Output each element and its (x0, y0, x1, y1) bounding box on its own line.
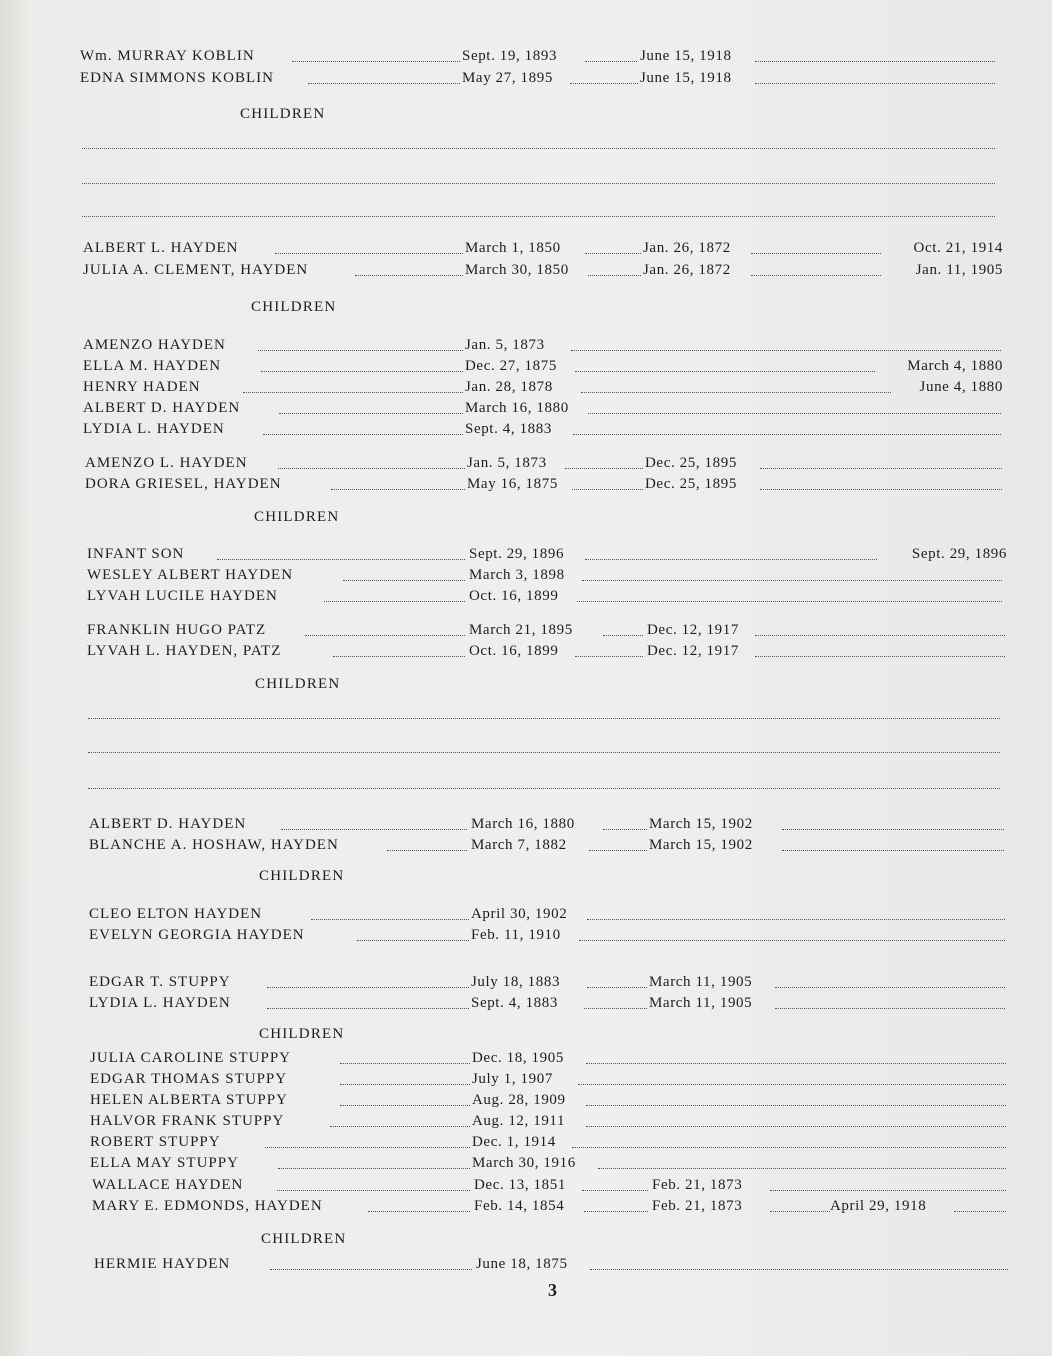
person-name: AMENZO L. HAYDEN (85, 455, 248, 471)
marriage-date: Feb. 21, 1873 (652, 1177, 743, 1193)
birth-date: March 7, 1882 (471, 837, 567, 853)
person-name: EDNA SIMMONS KOBLIN (80, 70, 275, 86)
birth-date: May 16, 1875 (467, 476, 558, 492)
children-heading: CHILDREN (254, 509, 340, 525)
record-row (83, 376, 1008, 398)
birth-date: July 18, 1883 (471, 974, 561, 990)
record-row (94, 1253, 1019, 1275)
birth-date: Aug. 28, 1909 (472, 1092, 566, 1108)
blank-entry-line (82, 183, 995, 184)
person-name: DORA GRIESEL, HAYDEN (85, 476, 282, 492)
person-name: ALBERT L. HAYDEN (83, 240, 239, 256)
marriage-date: Feb. 21, 1873 (652, 1198, 743, 1214)
birth-date: Oct. 16, 1899 (469, 588, 559, 604)
person-name: ROBERT STUPPY (90, 1134, 221, 1150)
record-row (80, 45, 1005, 67)
person-name: LYDIA L. HAYDEN (89, 995, 231, 1011)
person-name: HERMIE HAYDEN (94, 1256, 231, 1272)
birth-date: Sept. 4, 1883 (465, 421, 552, 437)
person-name: LYVAH LUCILE HAYDEN (87, 588, 278, 604)
birth-date: July 1, 1907 (472, 1071, 553, 1087)
birth-date: March 30, 1916 (472, 1155, 576, 1171)
person-name: HELEN ALBERTA STUPPY (90, 1092, 288, 1108)
record-row (80, 67, 1005, 89)
record-row (90, 1047, 1015, 1069)
person-name: EVELYN GEORGIA HAYDEN (89, 927, 305, 943)
record-row (83, 355, 1008, 377)
birth-date: Sept. 4, 1883 (471, 995, 558, 1011)
death-date: June 4, 1880 (919, 379, 1003, 395)
person-name: ELLA MAY STUPPY (90, 1155, 239, 1171)
record-row (89, 992, 1014, 1014)
person-name: LYVAH L. HAYDEN, PATZ (87, 643, 282, 659)
blank-entry-line (82, 216, 995, 217)
person-name: WALLACE HAYDEN (92, 1177, 244, 1193)
birth-date: Feb. 14, 1854 (474, 1198, 565, 1214)
birth-date: Sept. 29, 1896 (469, 546, 565, 562)
birth-date: March 3, 1898 (469, 567, 565, 583)
marriage-date: March 11, 1905 (649, 995, 753, 1011)
person-name: EDGAR T. STUPPY (89, 974, 231, 990)
marriage-date: Dec. 25, 1895 (645, 455, 737, 471)
birth-date: Dec. 13, 1851 (474, 1177, 566, 1193)
birth-date: March 16, 1880 (471, 816, 575, 832)
marriage-date: March 11, 1905 (649, 974, 753, 990)
record-row (89, 924, 1014, 946)
children-heading: CHILDREN (259, 1026, 345, 1042)
record-row (89, 834, 1014, 856)
record-row (90, 1131, 1015, 1153)
birth-date: March 30, 1850 (465, 262, 569, 278)
birth-date: Jan. 5, 1873 (467, 455, 547, 471)
record-row (85, 452, 1010, 474)
birth-date: May 27, 1895 (462, 70, 553, 86)
record-row (89, 813, 1014, 835)
record-row (87, 640, 1012, 662)
children-heading: CHILDREN (255, 676, 341, 692)
blank-entry-line (82, 148, 995, 149)
death-date: March 4, 1880 (907, 358, 1003, 374)
birth-date: Jan. 5, 1873 (465, 337, 545, 353)
record-row (87, 564, 1012, 586)
death-date: Jan. 11, 1905 (915, 262, 1003, 278)
birth-date: June 18, 1875 (476, 1256, 568, 1272)
person-name: AMENZO HAYDEN (83, 337, 226, 353)
record-row (90, 1068, 1015, 1090)
record-row (87, 543, 1012, 565)
person-name: CLEO ELTON HAYDEN (89, 906, 263, 922)
birth-date: March 1, 1850 (465, 240, 561, 256)
record-row (90, 1110, 1015, 1132)
record-row (83, 237, 1008, 259)
marriage-date: Dec. 25, 1895 (645, 476, 737, 492)
record-row (90, 1089, 1015, 1111)
person-name: LYDIA L. HAYDEN (83, 421, 225, 437)
birth-date: Dec. 27, 1875 (465, 358, 557, 374)
birth-date: Aug. 12, 1911 (472, 1113, 566, 1129)
marriage-date: Jan. 26, 1872 (643, 262, 731, 278)
person-name: ELLA M. HAYDEN (83, 358, 222, 374)
record-row (90, 1152, 1015, 1174)
person-name: FRANKLIN HUGO PATZ (87, 622, 267, 638)
person-name: JULIA CAROLINE STUPPY (90, 1050, 292, 1066)
record-row (83, 397, 1008, 419)
birth-date: March 21, 1895 (469, 622, 573, 638)
birth-date: Dec. 18, 1905 (472, 1050, 564, 1066)
birth-date: April 30, 1902 (471, 906, 568, 922)
person-name: MARY E. EDMONDS, HAYDEN (92, 1198, 323, 1214)
marriage-date: June 15, 1918 (640, 48, 732, 64)
children-heading: CHILDREN (251, 299, 337, 315)
person-name: Wm. MURRAY KOBLIN (80, 48, 255, 64)
marriage-date: March 15, 1902 (649, 816, 753, 832)
record-row (83, 259, 1008, 281)
marriage-date: June 15, 1918 (640, 70, 732, 86)
person-name: HALVOR FRANK STUPPY (90, 1113, 285, 1129)
death-date: Oct. 21, 1914 (913, 240, 1003, 256)
marriage-date: Dec. 12, 1917 (647, 622, 739, 638)
record-row (92, 1195, 1017, 1217)
children-heading: CHILDREN (240, 106, 326, 122)
marriage-date: Dec. 12, 1917 (647, 643, 739, 659)
birth-date: Jan. 28, 1878 (465, 379, 553, 395)
birth-date: Oct. 16, 1899 (469, 643, 559, 659)
person-name: INFANT SON (87, 546, 185, 562)
marriage-date: March 15, 1902 (649, 837, 753, 853)
children-heading: CHILDREN (259, 868, 345, 884)
record-row (87, 585, 1012, 607)
death-date: April 29, 1918 (830, 1198, 927, 1214)
birth-date: Feb. 11, 1910 (471, 927, 561, 943)
record-row (83, 334, 1008, 356)
record-row (85, 473, 1010, 495)
children-heading: CHILDREN (261, 1231, 347, 1247)
person-name: JULIA A. CLEMENT, HAYDEN (83, 262, 309, 278)
person-name: ALBERT D. HAYDEN (83, 400, 241, 416)
death-date: Sept. 29, 1896 (911, 546, 1007, 562)
blank-entry-line (88, 788, 1000, 789)
person-name: BLANCHE A. HOSHAW, HAYDEN (89, 837, 339, 853)
page-number: 3 (548, 1280, 557, 1300)
person-name: HENRY HADEN (83, 379, 201, 395)
record-row (89, 971, 1014, 993)
record-row (87, 619, 1012, 641)
person-name: WESLEY ALBERT HAYDEN (87, 567, 294, 583)
record-row (83, 418, 1008, 440)
record-row (89, 903, 1014, 925)
blank-entry-line (88, 752, 1000, 753)
birth-date: March 16, 1880 (465, 400, 569, 416)
person-name: ALBERT D. HAYDEN (89, 816, 247, 832)
person-name: EDGAR THOMAS STUPPY (90, 1071, 288, 1087)
birth-date: Dec. 1, 1914 (472, 1134, 556, 1150)
birth-date: Sept. 19, 1893 (462, 48, 558, 64)
marriage-date: Jan. 26, 1872 (643, 240, 731, 256)
record-row (92, 1174, 1017, 1196)
blank-entry-line (88, 718, 1000, 719)
